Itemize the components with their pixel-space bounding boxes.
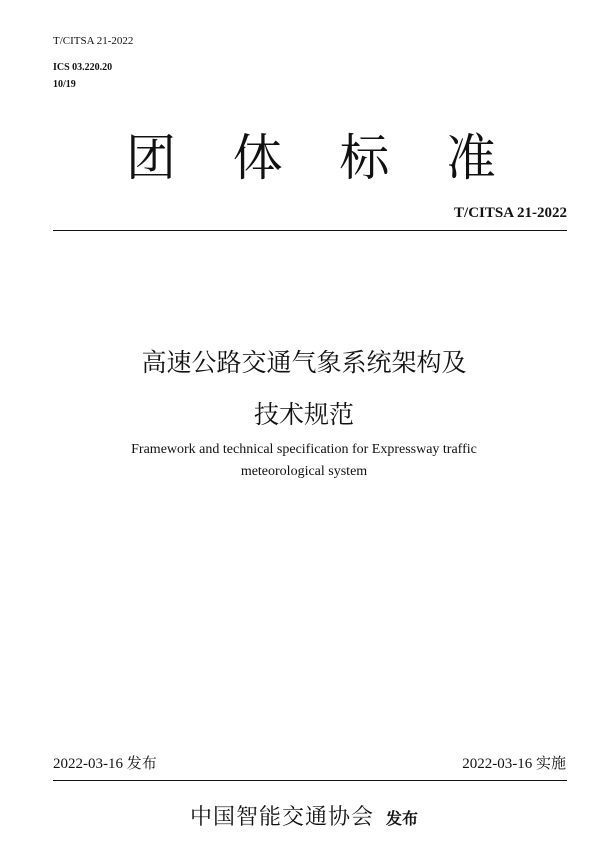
standard-number: T/CITSA 21-2022	[454, 205, 567, 221]
title-english-line-1: Framework and technical specification for Expressway traffic	[131, 442, 477, 457]
publisher-action: 发布	[386, 809, 419, 828]
publisher-name: 中国智能交通协会	[189, 805, 374, 830]
title-english-line-2: meteorological system	[240, 464, 368, 479]
top-divider	[53, 230, 567, 231]
standard-type-heading	[126, 128, 496, 188]
title-chinese-line-1: 高速公路交通气象系统架构及	[141, 348, 467, 377]
standard-type-char: 团	[126, 129, 176, 187]
standard-type-char: 标	[339, 129, 390, 187]
title-chinese-line-2: 技术规范	[253, 400, 354, 429]
bottom-divider	[53, 780, 567, 781]
issue-date: 2022-03-16 发布	[53, 756, 157, 772]
publisher-line	[0, 800, 608, 831]
implementation-date: 2022-03-16 实施	[462, 756, 566, 772]
document-code-header: T/CITSA 21-2022	[53, 35, 134, 47]
standard-type-char: 体	[232, 129, 283, 187]
standard-type-char: 准	[445, 129, 496, 187]
ccs-code: 10/19	[53, 79, 76, 90]
ics-code: ICS 03.220.20	[53, 62, 113, 73]
